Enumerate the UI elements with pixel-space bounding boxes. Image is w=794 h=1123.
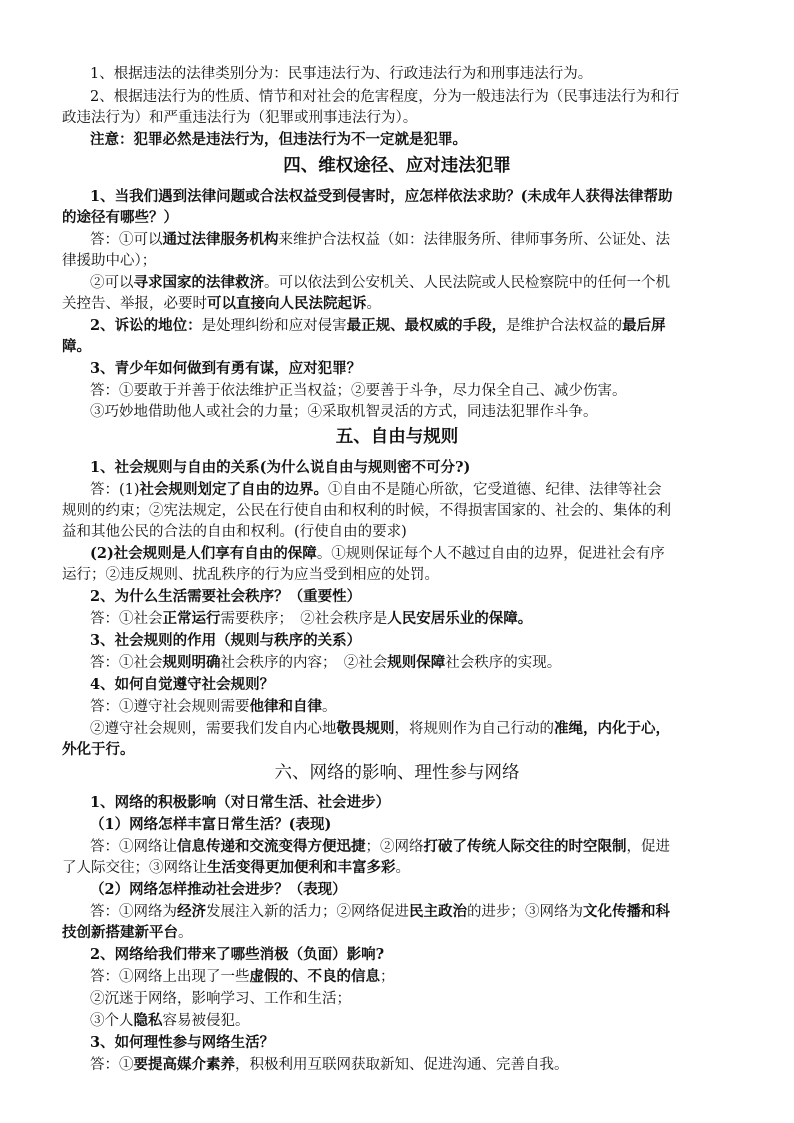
bold-text: 2、为什么生活需要社会秩序？（重要性） xyxy=(90,588,362,605)
text-line xyxy=(90,587,361,607)
bold-text: 信息传递和交流变得方便迅捷 xyxy=(177,838,366,855)
text-line xyxy=(90,402,598,422)
text-line xyxy=(90,1011,250,1031)
text-run: 政违法行为）和严重违法行为（犯罪或刑事违法行为）。 xyxy=(62,110,418,126)
bold-text: 打破了传统人际交往的时空限制 xyxy=(423,838,627,855)
bold-text: 隐私 xyxy=(133,1012,163,1029)
text-run: 规则的约束；②宪法规定，公民在行使自由和权利的时候，不得损害国家的、社会的、集体的利 xyxy=(62,503,671,519)
text-run: 社会秩序的实现。 xyxy=(445,655,562,671)
text-line xyxy=(90,544,665,564)
text-line xyxy=(62,208,178,228)
text-line xyxy=(90,793,390,813)
bold-text: (2)社会规则是人们享有自由的保障 xyxy=(90,545,317,562)
text-run: ，积极利用互联网获取新知、促进沟通、完善自我。 xyxy=(235,1057,569,1073)
text-run: 答：①网络为 xyxy=(90,904,177,920)
text-line xyxy=(62,565,439,585)
bold-text: 敬畏规则 xyxy=(336,720,395,737)
text-line xyxy=(90,273,670,293)
text-run: 是维护合法权益的 xyxy=(506,318,623,334)
text-line xyxy=(90,815,331,835)
text-line xyxy=(90,64,592,84)
bold-text: 3、青少年如何做到有勇有谋，应对犯罪？ xyxy=(90,360,362,377)
text-line xyxy=(62,337,91,357)
text-run: 律援助中心）； xyxy=(62,253,157,269)
text-line xyxy=(90,880,347,900)
text-run: 答：① xyxy=(90,1057,134,1073)
bold-text: 2、网络给我们带来了哪些消极（负面）影响? xyxy=(90,946,385,963)
text-line xyxy=(62,108,417,128)
bold-text: （1）网络怎样丰富日常生活？(表现) xyxy=(90,816,332,833)
text-line xyxy=(90,967,395,987)
text-run: 。①规则保证每个人不越过自由的边界，促进社会有序 xyxy=(316,546,665,562)
text-line xyxy=(90,675,274,695)
text-line xyxy=(90,458,470,478)
text-line xyxy=(90,130,467,150)
bold-text: 生活变得更加便利和丰富多彩 xyxy=(207,859,396,876)
bold-text: 3、社会规则的作用（规则与秩序的关系） xyxy=(90,632,362,649)
text-run: 。 xyxy=(395,860,410,876)
bold-text: 4、如何自觉遵守社会规则？ xyxy=(90,676,275,693)
text-line xyxy=(90,902,670,922)
bold-text: 最正规、最权威的手段， xyxy=(346,317,507,334)
text-line xyxy=(62,740,135,760)
bold-text: 3、如何理性参与网络生活？ xyxy=(90,1034,275,1051)
text-run: ③巧妙地借助他人或社会的力量；④采取机智灵活的方式，同违法犯罪作斗争。 xyxy=(90,404,598,420)
text-run: ②沉迷于网络，影响学习、工作和生活； xyxy=(90,991,351,1007)
text-run: 来维护合法权益（如：法律服务所、律师事务所、公证处、法 xyxy=(278,232,670,248)
bold-text: 要提高媒介素养 xyxy=(133,1056,235,1073)
text-run: 。 xyxy=(366,296,381,312)
text-run: 答：①要敢于并善于依法维护正当权益；②要善于斗争，尽力保全自己、减少伤害。 xyxy=(90,383,627,399)
text-line xyxy=(90,87,679,107)
bold-text: 的途径有哪些？） xyxy=(62,209,178,226)
bold-text: 最后屏 xyxy=(622,317,666,334)
text-run: 答：①网络上出现了一些 xyxy=(90,969,250,985)
text-line xyxy=(90,381,627,401)
text-run: 运行；②违反规则、扰乱秩序的行为应当受到相应的处罚。 xyxy=(62,567,439,583)
bold-text: 技创新搭建新平台 xyxy=(62,924,178,941)
text-run: ，促进 xyxy=(626,839,670,855)
bold-text: 1、当我们遇到法律问题或合法权益受到侵害时，应怎样依法求助？(未成年人获得法律帮助 xyxy=(90,188,673,205)
bold-text: 人民安居乐业的保障。 xyxy=(387,610,533,627)
text-line xyxy=(62,251,156,271)
bold-text: 虚假的、不良的信息 xyxy=(249,968,380,985)
text-line xyxy=(90,230,670,250)
text-run: 答：①网络让 xyxy=(90,839,177,855)
section-heading: 五、自由与规则 xyxy=(335,427,459,447)
text-run: ②可以 xyxy=(90,275,134,291)
text-line xyxy=(90,480,662,500)
text-run: 答：①社会 xyxy=(90,655,163,671)
bold-text: 障。 xyxy=(62,338,91,355)
text-run: 1、根据违法的法律类别分为：民事违法行为、行政违法行为和刑事违法行为。 xyxy=(90,66,593,82)
text-line xyxy=(90,1033,274,1053)
text-line xyxy=(90,697,337,717)
text-run: 答：①可以 xyxy=(90,232,163,248)
text-run: 益和其他公民的合法的自由和权利。(行使自由的要求) xyxy=(62,524,407,540)
section-heading: 六、网络的影响、理性参与网络 xyxy=(274,763,520,783)
text-line xyxy=(62,501,671,521)
text-run: 答：①遵守社会规则需要 xyxy=(90,699,250,715)
bold-text: 寻求国家的法律救济 xyxy=(133,274,264,291)
text-line xyxy=(90,653,561,673)
text-run: 的进步；③网络为 xyxy=(467,904,583,920)
bold-text: 1、网络的积极影响（对日常生活、社会进步） xyxy=(90,794,391,811)
bold-text: 1、社会规则与自由的关系(为什么说自由与规则密不可分?) xyxy=(90,459,471,476)
text-line xyxy=(90,187,672,207)
text-line xyxy=(90,609,532,629)
text-run: 。可以依法到公安机关、人民法院或人民检察院中的任何一个机 xyxy=(264,275,670,291)
bold-text: 规则明确 xyxy=(162,654,221,671)
text-run: 2、根据违法行为的性质、情节和对社会的危害程度，分为一般违法行为（民事违法行为和行 xyxy=(90,89,680,105)
text-run: 需要秩序； ②社会秩序是 xyxy=(220,611,388,627)
text-run: 社会秩序的内容； ②社会 xyxy=(220,655,388,671)
bold-text: 2、诉讼的地位： xyxy=(90,317,202,334)
text-line xyxy=(90,1055,569,1075)
text-run: 容易被侵犯。 xyxy=(162,1013,250,1029)
section-heading: 四、维权途径、应对违法犯罪 xyxy=(283,156,511,176)
bold-text: 社会规则划定了自由的边界。 xyxy=(139,481,329,498)
text-line xyxy=(90,837,670,857)
text-run: ； xyxy=(380,969,395,985)
bold-text: 正常运行 xyxy=(162,610,221,627)
text-run: 。 xyxy=(178,925,193,941)
text-line xyxy=(90,945,384,965)
text-line xyxy=(62,522,407,542)
bold-text: 文化传播和科 xyxy=(583,903,670,920)
text-run: ；②网络 xyxy=(365,839,424,855)
text-line xyxy=(90,989,351,1009)
bold-text: （2）网络怎样推动社会进步？（表现） xyxy=(90,881,347,898)
text-run: ，将规则作为自己行动的 xyxy=(394,721,554,737)
text-run: 发展注入新的活力；②网络促进 xyxy=(206,904,409,920)
bold-text: 经济 xyxy=(177,903,206,920)
bold-text: 外化于行。 xyxy=(62,741,135,758)
text-run: ②遵守社会规则，需要我们发自内心地 xyxy=(90,721,337,737)
bold-text: 民主政治 xyxy=(409,903,467,920)
text-line xyxy=(62,923,193,943)
bold-text: 注意：犯罪必然是违法行为，但违法行为不一定就是犯罪。 xyxy=(90,131,467,148)
text-line xyxy=(90,316,666,336)
text-line xyxy=(62,294,381,314)
text-line xyxy=(62,858,410,878)
bold-text: 他律和自律 xyxy=(249,698,322,715)
text-line xyxy=(90,719,670,739)
bold-text: 准绳，内化于心， xyxy=(554,720,670,737)
text-run: ①自由不是随心所欲，它受道德、纪律、法律等社会 xyxy=(328,482,662,498)
text-run: 答：(1) xyxy=(90,482,140,498)
text-run: 关控告、举报，必要时 xyxy=(62,296,207,312)
text-run: ③个人 xyxy=(90,1013,134,1029)
text-run: 了人际交往；③网络让 xyxy=(62,860,207,876)
text-run: 答：①社会 xyxy=(90,611,163,627)
text-line xyxy=(90,631,361,651)
text-run: 是处理纠纷和应对侵害 xyxy=(201,318,347,334)
text-run: 。 xyxy=(322,699,337,715)
bold-text: 通过法律服务机构 xyxy=(162,231,279,248)
text-line xyxy=(90,359,361,379)
bold-text: 可以直接向人民法院起诉 xyxy=(207,295,367,312)
bold-text: 规则保障 xyxy=(387,654,446,671)
